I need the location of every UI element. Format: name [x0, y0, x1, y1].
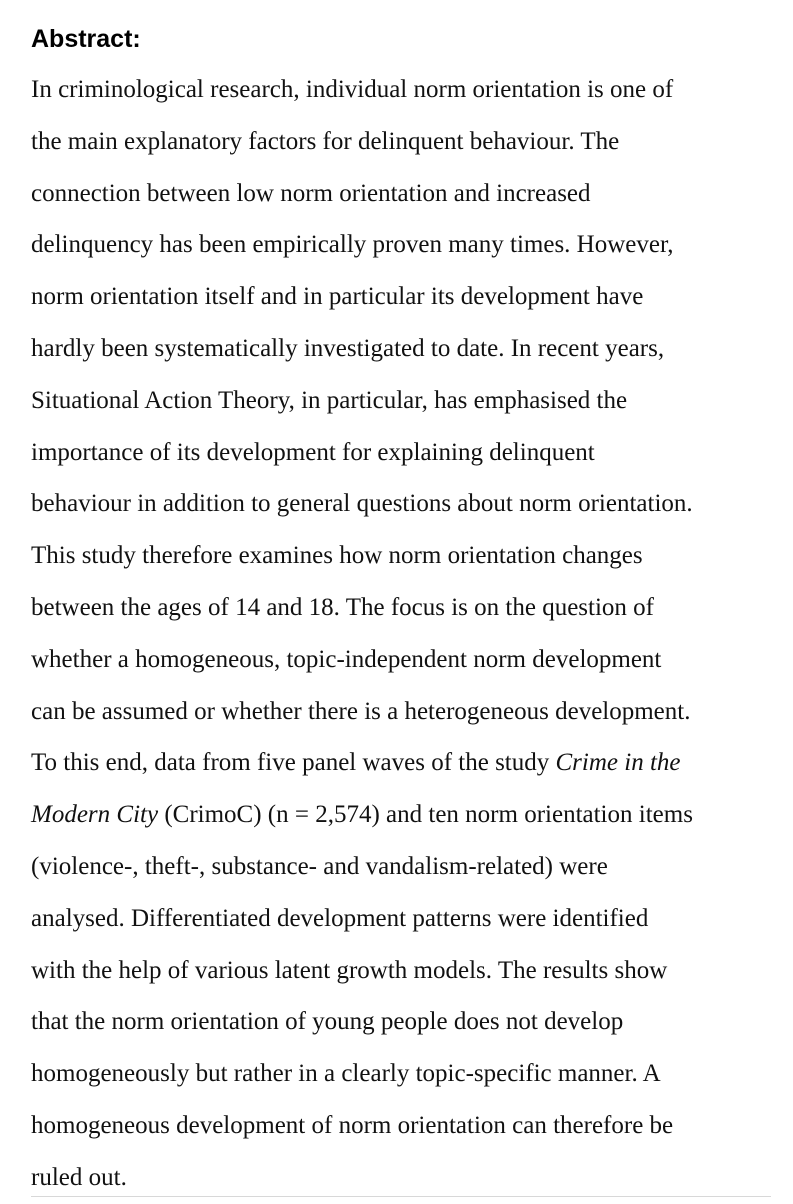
abstract-text: importance of its development for explaining delinquent	[31, 438, 595, 466]
abstract-text: homogeneous development of norm orientation can therefore be	[31, 1111, 674, 1139]
abstract-line	[31, 64, 781, 116]
abstract-text: that the norm orientation of young people does not develop	[31, 1008, 624, 1036]
abstract-line	[31, 323, 781, 375]
abstract-heading: Abstract:	[31, 25, 141, 53]
abstract-text: delinquency has been empirically proven many times. However,	[31, 231, 674, 259]
abstract-text: between the ages of 14 and 18. The focus is on the question of	[31, 593, 654, 621]
abstract-line	[31, 1100, 781, 1152]
abstract-line	[31, 634, 781, 686]
abstract-line	[31, 582, 781, 634]
abstract-line	[31, 116, 781, 168]
abstract-line	[31, 893, 781, 945]
abstract-line	[31, 841, 781, 893]
abstract-line	[31, 427, 781, 479]
abstract-text: homogeneously but rather in a clearly topic-specific manner. A	[31, 1060, 661, 1088]
italic-study-title: Modern City	[31, 801, 159, 829]
abstract-line	[31, 789, 781, 841]
abstract-text: In criminological research, individual norm orientation is one of	[31, 76, 674, 103]
abstract-line	[31, 375, 781, 427]
abstract-text: whether a homogeneous, topic-independent norm development	[31, 645, 662, 673]
abstract-text: (CrimoC) (n = 2,574) and ten norm orientation items	[158, 801, 693, 829]
bottom-divider	[31, 1196, 771, 1197]
abstract-text: ruled out.	[31, 1163, 127, 1191]
abstract-text: To this end, data from five panel waves of the study	[31, 749, 556, 777]
abstract-line	[31, 737, 781, 789]
abstract-line	[31, 168, 781, 220]
italic-study-title: Crime in the	[555, 749, 681, 777]
abstract-text: behaviour in addition to general questions about norm orientation.	[31, 490, 693, 518]
abstract-text: with the help of various latent growth models. The results show	[31, 956, 668, 984]
abstract-line	[31, 219, 781, 271]
abstract-line	[31, 1048, 781, 1100]
abstract-line	[31, 686, 781, 738]
abstract-line	[31, 530, 781, 582]
abstract-text: Situational Action Theory, in particular, has emphasised the	[31, 386, 628, 414]
abstract-line	[31, 945, 781, 997]
abstract-text: can be assumed or whether there is a heterogeneous development.	[31, 697, 691, 725]
abstract-body	[31, 64, 781, 1204]
abstract-text: This study therefore examines how norm orientation changes	[31, 542, 643, 570]
abstract-line	[31, 478, 781, 530]
abstract-text: hardly been systematically investigated to date. In recent years,	[31, 334, 665, 362]
abstract-text: analysed. Differentiated development patterns were identified	[31, 904, 649, 932]
abstract-text: the main explanatory factors for delinquent behaviour. The	[31, 127, 620, 155]
abstract-text: norm orientation itself and in particular its development have	[31, 283, 644, 311]
abstract-line	[31, 996, 781, 1048]
abstract-text: (violence-, theft-, substance- and vandalism-related) were	[31, 852, 608, 880]
abstract-text: connection between low norm orientation and increased	[31, 179, 591, 207]
abstract-line	[31, 271, 781, 323]
